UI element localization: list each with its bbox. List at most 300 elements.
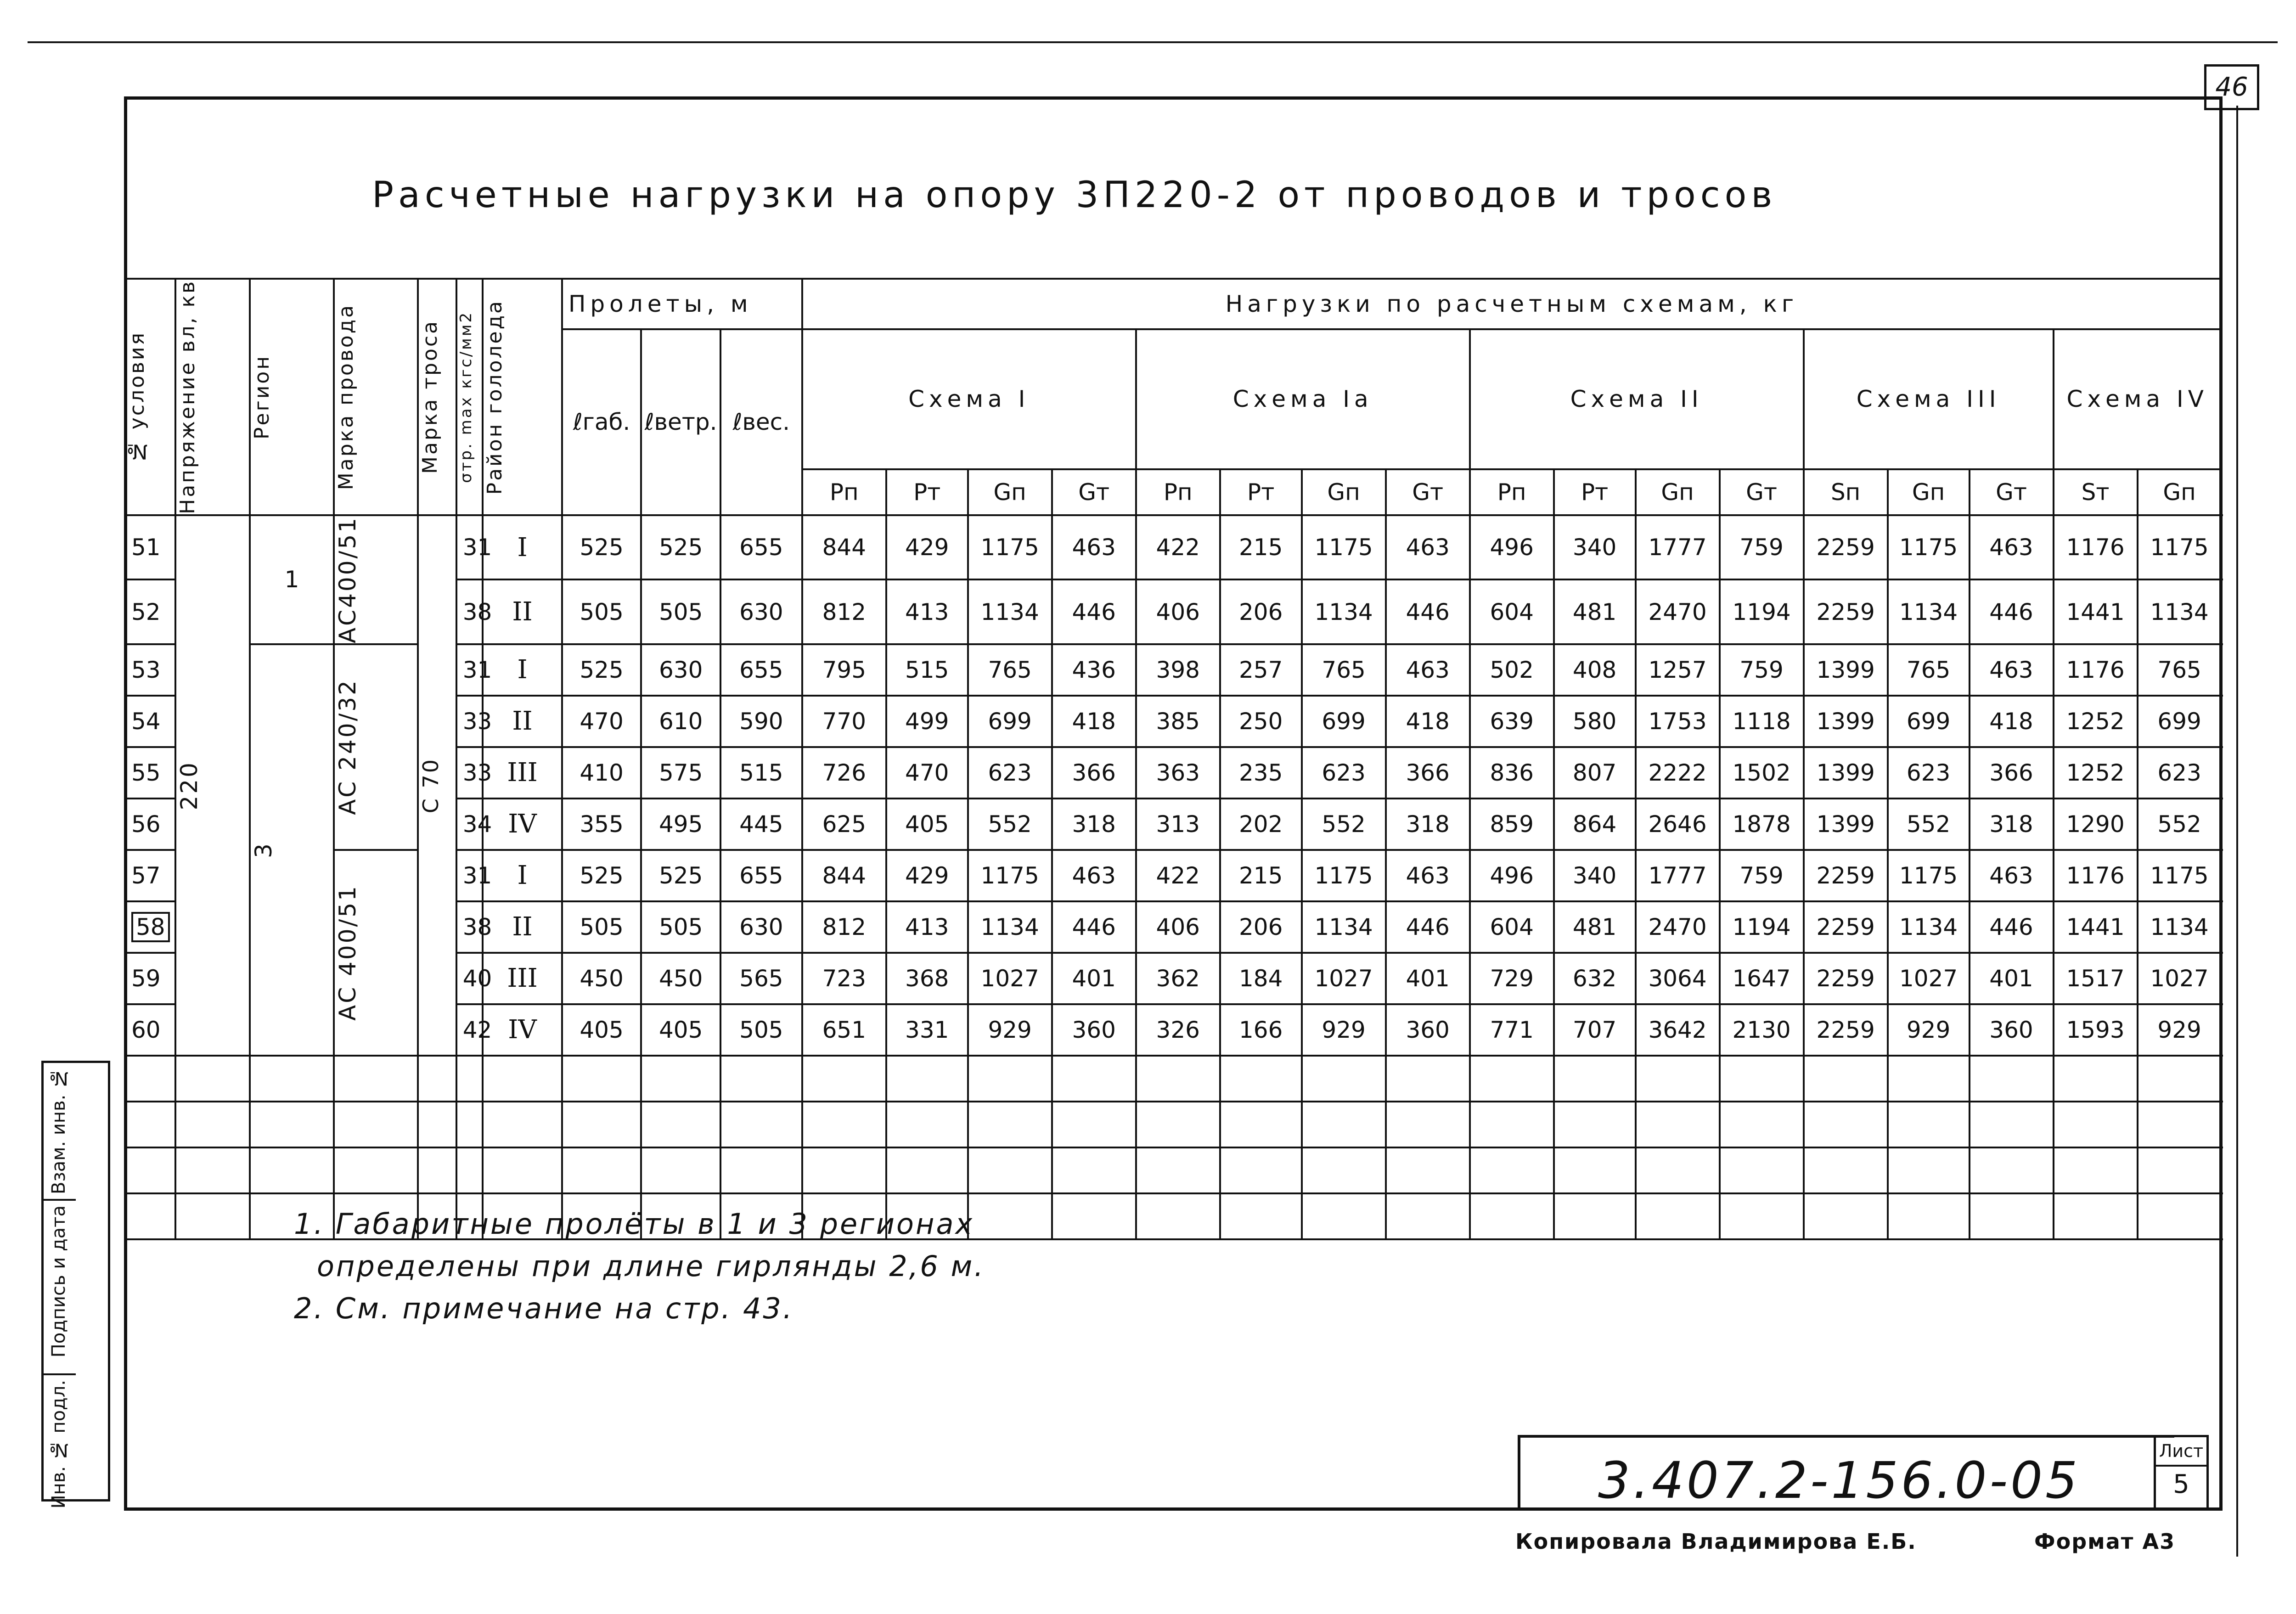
load-value: 1027 <box>968 953 1052 1004</box>
empty-cell <box>1470 1056 1554 1102</box>
stamp-replacement-label: Взам. инв. № <box>48 1068 69 1194</box>
empty-cell <box>968 1102 1052 1147</box>
load-value: 422 <box>1136 515 1220 580</box>
empty-cell <box>334 1147 418 1193</box>
empty-cell <box>720 1102 802 1147</box>
sigma-value: 31 <box>456 644 483 696</box>
scheme-col-header: Pп <box>1470 469 1554 515</box>
load-value: 771 <box>1470 1004 1554 1056</box>
load-value: 257 <box>1220 644 1302 696</box>
load-value: 1134 <box>1302 579 1386 644</box>
empty-cell <box>1220 1193 1302 1239</box>
load-value: 3064 <box>1636 953 1720 1004</box>
empty-cell <box>1636 1102 1720 1147</box>
scheme-col-header: Gп <box>968 469 1052 515</box>
empty-cell <box>1804 1147 1888 1193</box>
load-value: 408 <box>1554 644 1636 696</box>
empty-cell <box>1720 1193 1804 1239</box>
load-value: 366 <box>1970 747 2054 799</box>
load-value: 765 <box>968 644 1052 696</box>
load-value: 1134 <box>2138 901 2222 953</box>
empty-cell <box>886 1147 968 1193</box>
note-line-3: 2. См. примечание на стр. 43. <box>294 1292 794 1325</box>
load-value: 166 <box>1220 1004 1302 1056</box>
note-line-1: 1. Габаритные пролёты в 1 и 3 регионах <box>294 1207 974 1241</box>
load-value: 418 <box>1386 696 1470 747</box>
load-value: 1175 <box>1888 850 1970 901</box>
empty-cell <box>720 1147 802 1193</box>
load-value: 639 <box>1470 696 1554 747</box>
load-value: 318 <box>1386 799 1470 850</box>
sigma-value: 33 <box>456 696 483 747</box>
empty-cell <box>1970 1056 2054 1102</box>
load-value: 812 <box>802 901 886 953</box>
empty-cell <box>125 1102 175 1147</box>
load-value: 1777 <box>1636 850 1720 901</box>
scheme-col-header: Sп <box>1804 469 1888 515</box>
row-number: 56 <box>125 799 175 850</box>
load-value: 525 <box>562 515 642 580</box>
empty-cell <box>1636 1147 1720 1193</box>
row-number: 52 <box>125 579 175 644</box>
empty-cell <box>1386 1193 1470 1239</box>
load-value: 1134 <box>1302 901 1386 953</box>
load-value: 446 <box>1052 579 1136 644</box>
load-value: 515 <box>720 747 802 799</box>
load-value: 450 <box>562 953 642 1004</box>
empty-cell <box>456 1147 483 1193</box>
load-value: 184 <box>1220 953 1302 1004</box>
empty-cell <box>1136 1193 1220 1239</box>
sheet-number: 46 <box>2204 64 2259 110</box>
load-value: 1399 <box>1804 696 1888 747</box>
load-value: 623 <box>2138 747 2222 799</box>
scheme-2: Схема II <box>1470 329 1804 469</box>
load-value: 1118 <box>1720 696 1804 747</box>
load-value: 1517 <box>2054 953 2138 1004</box>
document-number: 3.407.2-156.0-05 <box>1598 1451 2081 1510</box>
empty-cell <box>1302 1102 1386 1147</box>
empty-cell <box>1052 1056 1136 1102</box>
empty-cell <box>1888 1193 1970 1239</box>
empty-cell <box>1136 1147 1220 1193</box>
load-value: 413 <box>886 901 968 953</box>
load-value: 446 <box>1970 579 2054 644</box>
load-value: 1777 <box>1636 515 1720 580</box>
load-value: 630 <box>720 579 802 644</box>
load-value: 360 <box>1386 1004 1470 1056</box>
empty-cell <box>125 1056 175 1102</box>
load-value: 655 <box>720 515 802 580</box>
wire-brand-cell <box>334 644 418 850</box>
load-value: 429 <box>886 850 968 901</box>
load-value: 470 <box>886 747 968 799</box>
load-value: 765 <box>1888 644 1970 696</box>
sigma-value: 42 <box>456 1004 483 1056</box>
load-value: 340 <box>1554 850 1636 901</box>
empty-cell <box>1720 1056 1804 1102</box>
load-value: 1175 <box>1302 850 1386 901</box>
load-value: 368 <box>886 953 968 1004</box>
load-value: 1027 <box>1888 953 1970 1004</box>
load-value: 723 <box>802 953 886 1004</box>
load-value: 206 <box>1220 579 1302 644</box>
note-line-2: определены при длине гирлянды 2,6 м. <box>317 1249 985 1283</box>
load-value: 552 <box>1302 799 1386 850</box>
load-value: 206 <box>1220 901 1302 953</box>
empty-cell <box>886 1056 968 1102</box>
ice-region-value: II <box>483 579 562 644</box>
row-number: 57 <box>125 850 175 901</box>
scheme-col-header: Gп <box>1636 469 1720 515</box>
header-cable-brand: Марка троса <box>418 279 456 515</box>
load-value: 360 <box>1970 1004 2054 1056</box>
empty-cell <box>641 1102 720 1147</box>
empty-cell <box>1888 1102 1970 1147</box>
load-value: 505 <box>562 901 642 953</box>
empty-row <box>125 1056 2222 1102</box>
empty-cell <box>562 1102 642 1147</box>
load-value: 463 <box>1386 515 1470 580</box>
header-spans: Пролеты, м <box>562 279 802 329</box>
load-value: 1252 <box>2054 696 2138 747</box>
empty-cell <box>1302 1193 1386 1239</box>
empty-cell <box>1136 1102 1220 1147</box>
empty-cell <box>418 1056 456 1102</box>
empty-cell <box>175 1193 250 1239</box>
load-value: 1134 <box>968 901 1052 953</box>
load-value: 250 <box>1220 696 1302 747</box>
top-rule <box>28 41 2278 43</box>
load-value: 623 <box>1302 747 1386 799</box>
load-value: 406 <box>1136 901 1220 953</box>
empty-cell <box>483 1147 562 1193</box>
load-value: 422 <box>1136 850 1220 901</box>
empty-cell <box>562 1056 642 1102</box>
scheme-col-header: Gт <box>1052 469 1136 515</box>
load-value: 463 <box>1386 850 1470 901</box>
stamp-original-label: Инв. № подл. <box>48 1380 69 1509</box>
empty-cell <box>1888 1056 1970 1102</box>
load-value: 463 <box>1052 515 1136 580</box>
load-value: 2259 <box>1804 953 1888 1004</box>
load-value: 463 <box>1970 850 2054 901</box>
load-value: 215 <box>1220 515 1302 580</box>
empty-cell <box>1052 1147 1136 1193</box>
load-value: 436 <box>1052 644 1136 696</box>
load-value: 929 <box>1888 1004 1970 1056</box>
empty-cell <box>2054 1102 2138 1147</box>
load-value: 326 <box>1136 1004 1220 1056</box>
load-value: 502 <box>1470 644 1554 696</box>
empty-cell <box>1386 1056 1470 1102</box>
load-value: 807 <box>1554 747 1636 799</box>
load-value: 812 <box>802 579 886 644</box>
format-label: Формат А3 <box>2034 1529 2176 1554</box>
load-value: 1027 <box>2138 953 2222 1004</box>
load-value: 1134 <box>1888 901 1970 953</box>
load-value: 429 <box>886 515 968 580</box>
empty-cell <box>886 1102 968 1147</box>
stamp-signature-label: Подпись и дата <box>48 1205 69 1358</box>
empty-cell <box>641 1147 720 1193</box>
load-value: 929 <box>968 1004 1052 1056</box>
empty-cell <box>1554 1102 1636 1147</box>
load-value: 759 <box>1720 644 1804 696</box>
load-value: 450 <box>641 953 720 1004</box>
empty-cell <box>1636 1056 1720 1102</box>
scheme-col-header: Gт <box>1386 469 1470 515</box>
empty-cell <box>1470 1147 1554 1193</box>
scheme-1: Схема I <box>802 329 1136 469</box>
load-value: 463 <box>1970 644 2054 696</box>
load-value: 1753 <box>1636 696 1720 747</box>
empty-cell <box>1386 1147 1470 1193</box>
load-value: 525 <box>641 850 720 901</box>
empty-cell <box>2138 1147 2222 1193</box>
load-value: 623 <box>1888 747 1970 799</box>
load-value: 655 <box>720 850 802 901</box>
load-value: 1134 <box>2138 579 2222 644</box>
empty-cell <box>562 1147 642 1193</box>
load-value: 1175 <box>2138 850 2222 901</box>
empty-cell <box>1888 1147 1970 1193</box>
region-cell: 1 <box>250 515 334 644</box>
load-value: 1134 <box>968 579 1052 644</box>
load-value: 844 <box>802 515 886 580</box>
empty-cell <box>1302 1056 1386 1102</box>
load-value: 1027 <box>1302 953 1386 1004</box>
span-col-weight: ℓвес. <box>720 329 802 515</box>
empty-cell <box>1804 1056 1888 1102</box>
load-value: 844 <box>802 850 886 901</box>
copied-by: Копировала Владимирова Е.Б. <box>1515 1529 1917 1554</box>
scheme-col-header: Sт <box>2054 469 2138 515</box>
empty-cell <box>125 1193 175 1239</box>
load-value: 2259 <box>1804 1004 1888 1056</box>
empty-cell <box>250 1056 334 1102</box>
load-value: 699 <box>2138 696 2222 747</box>
load-value: 759 <box>1720 515 1804 580</box>
sigma-value: 38 <box>456 901 483 953</box>
load-value: 2646 <box>1636 799 1720 850</box>
empty-cell <box>2054 1193 2138 1239</box>
load-value: 651 <box>802 1004 886 1056</box>
voltage-value: 220 <box>175 760 203 810</box>
load-value: 726 <box>802 747 886 799</box>
header-ice-region: Район гололеда <box>483 279 562 515</box>
load-value: 590 <box>720 696 802 747</box>
load-value: 362 <box>1136 953 1220 1004</box>
load-value: 401 <box>1970 953 2054 1004</box>
load-value: 630 <box>641 644 720 696</box>
scheme-col-header: Gп <box>1888 469 1970 515</box>
load-value: 864 <box>1554 799 1636 850</box>
empty-cell <box>334 1056 418 1102</box>
load-value: 2259 <box>1804 515 1888 580</box>
load-value: 655 <box>720 644 802 696</box>
load-value: 565 <box>720 953 802 1004</box>
scheme-col-header: Gп <box>2138 469 2222 515</box>
wire-brand-cell <box>334 515 418 644</box>
load-value: 707 <box>1554 1004 1636 1056</box>
wire-brand-value: АС400/51 <box>334 516 361 643</box>
empty-cell <box>483 1102 562 1147</box>
load-value: 765 <box>1302 644 1386 696</box>
header-sigma: σтр. max кгс/мм2 <box>456 279 483 515</box>
row-number: 53 <box>125 644 175 696</box>
empty-cell <box>802 1147 886 1193</box>
empty-cell <box>1554 1056 1636 1102</box>
empty-cell <box>720 1056 802 1102</box>
empty-cell <box>483 1056 562 1102</box>
empty-cell <box>1470 1193 1554 1239</box>
region-cell <box>250 644 334 1056</box>
scheme-col-header: Pт <box>1554 469 1636 515</box>
load-value: 765 <box>2138 644 2222 696</box>
row-number: 60 <box>125 1004 175 1056</box>
empty-cell <box>2054 1056 2138 1102</box>
load-value: 445 <box>720 799 802 850</box>
ice-region-value: I <box>483 515 562 580</box>
load-value: 405 <box>641 1004 720 1056</box>
load-value: 1176 <box>2054 644 2138 696</box>
load-value: 1176 <box>2054 850 2138 901</box>
load-value: 770 <box>802 696 886 747</box>
load-value: 446 <box>1386 579 1470 644</box>
ice-region-value: IV <box>483 799 562 850</box>
empty-cell <box>1554 1147 1636 1193</box>
notes <box>294 1203 985 1330</box>
load-value: 1647 <box>1720 953 1804 1004</box>
load-value: 515 <box>886 644 968 696</box>
load-value: 505 <box>720 1004 802 1056</box>
load-value: 496 <box>1470 850 1554 901</box>
scheme-col-header: Gт <box>1720 469 1804 515</box>
load-value: 499 <box>886 696 968 747</box>
load-value: 355 <box>562 799 642 850</box>
load-value: 1441 <box>2054 579 2138 644</box>
header-voltage: Напряжение вл, кв <box>175 279 250 515</box>
load-value: 859 <box>1470 799 1554 850</box>
empty-cell <box>1804 1193 1888 1239</box>
wire-brand-value: АС 400/51 <box>334 884 361 1021</box>
load-value: 1399 <box>1804 644 1888 696</box>
load-value: 604 <box>1470 579 1554 644</box>
empty-cell <box>2138 1193 2222 1239</box>
empty-cell <box>968 1056 1052 1102</box>
empty-cell <box>802 1056 886 1102</box>
load-value: 331 <box>886 1004 968 1056</box>
row-number: 51 <box>125 515 175 580</box>
row-number: 55 <box>125 747 175 799</box>
load-value: 385 <box>1136 696 1220 747</box>
scheme-col-header: Pп <box>1136 469 1220 515</box>
load-value: 632 <box>1554 953 1636 1004</box>
sigma-value: 31 <box>456 515 483 580</box>
empty-cell <box>641 1056 720 1102</box>
empty-row <box>125 1147 2222 1193</box>
sigma-value: 40 <box>456 953 483 1004</box>
load-value: 699 <box>1888 696 1970 747</box>
header-region: Регион <box>250 279 334 515</box>
header-conditions: № условия <box>125 279 175 515</box>
empty-cell <box>1386 1102 1470 1147</box>
empty-cell <box>1052 1102 1136 1147</box>
load-value: 318 <box>1970 799 2054 850</box>
scheme-col-header: Gт <box>1970 469 2054 515</box>
load-value: 3642 <box>1636 1004 1720 1056</box>
sheet-label: Лист <box>2156 1437 2206 1467</box>
voltage-cell <box>175 515 250 1056</box>
empty-cell <box>1970 1193 2054 1239</box>
sheet-box <box>2154 1435 2209 1511</box>
load-value: 2259 <box>1804 901 1888 953</box>
load-value: 1399 <box>1804 747 1888 799</box>
load-value: 363 <box>1136 747 1220 799</box>
load-value: 401 <box>1386 953 1470 1004</box>
load-value: 1502 <box>1720 747 1804 799</box>
side-stamp <box>41 1061 110 1509</box>
load-value: 2259 <box>1804 579 1888 644</box>
load-value: 929 <box>2138 1004 2222 1056</box>
empty-cell <box>1136 1056 1220 1102</box>
load-value: 481 <box>1554 901 1636 953</box>
load-value: 1175 <box>2138 515 2222 580</box>
load-value: 610 <box>641 696 720 747</box>
row-number-highlight: 58 <box>131 912 170 942</box>
load-value: 795 <box>802 644 886 696</box>
load-value: 1176 <box>2054 515 2138 580</box>
empty-row <box>125 1102 2222 1147</box>
wire-brand-cell <box>334 850 418 1056</box>
scheme-col-header: Pп <box>802 469 886 515</box>
empty-cell <box>125 1147 175 1193</box>
empty-cell <box>802 1102 886 1147</box>
empty-cell <box>456 1102 483 1147</box>
ice-region-value: IV <box>483 1004 562 1056</box>
load-value: 481 <box>1554 579 1636 644</box>
load-value: 525 <box>562 850 642 901</box>
load-value: 1194 <box>1720 901 1804 953</box>
load-value: 929 <box>1302 1004 1386 1056</box>
load-value: 496 <box>1470 515 1554 580</box>
region-value: 3 <box>250 842 277 858</box>
header-wire-brand: Марка провода <box>334 279 418 515</box>
load-value: 418 <box>1052 696 1136 747</box>
empty-cell <box>175 1147 250 1193</box>
empty-cell <box>1220 1056 1302 1102</box>
load-value: 1290 <box>2054 799 2138 850</box>
sigma-value: 38 <box>456 579 483 644</box>
empty-cell <box>1220 1102 1302 1147</box>
empty-cell <box>456 1056 483 1102</box>
row-number <box>125 901 175 953</box>
load-value: 525 <box>641 515 720 580</box>
load-value: 1134 <box>1888 579 1970 644</box>
empty-cell <box>418 1147 456 1193</box>
load-value: 2470 <box>1636 901 1720 953</box>
ice-region-value: II <box>483 696 562 747</box>
load-value: 2130 <box>1720 1004 1804 1056</box>
span-col-wind: ℓветр. <box>641 329 720 515</box>
load-value: 410 <box>562 747 642 799</box>
ice-region-value: II <box>483 901 562 953</box>
load-value: 1593 <box>2054 1004 2138 1056</box>
load-value: 405 <box>562 1004 642 1056</box>
load-value: 1194 <box>1720 579 1804 644</box>
load-value: 1399 <box>1804 799 1888 850</box>
